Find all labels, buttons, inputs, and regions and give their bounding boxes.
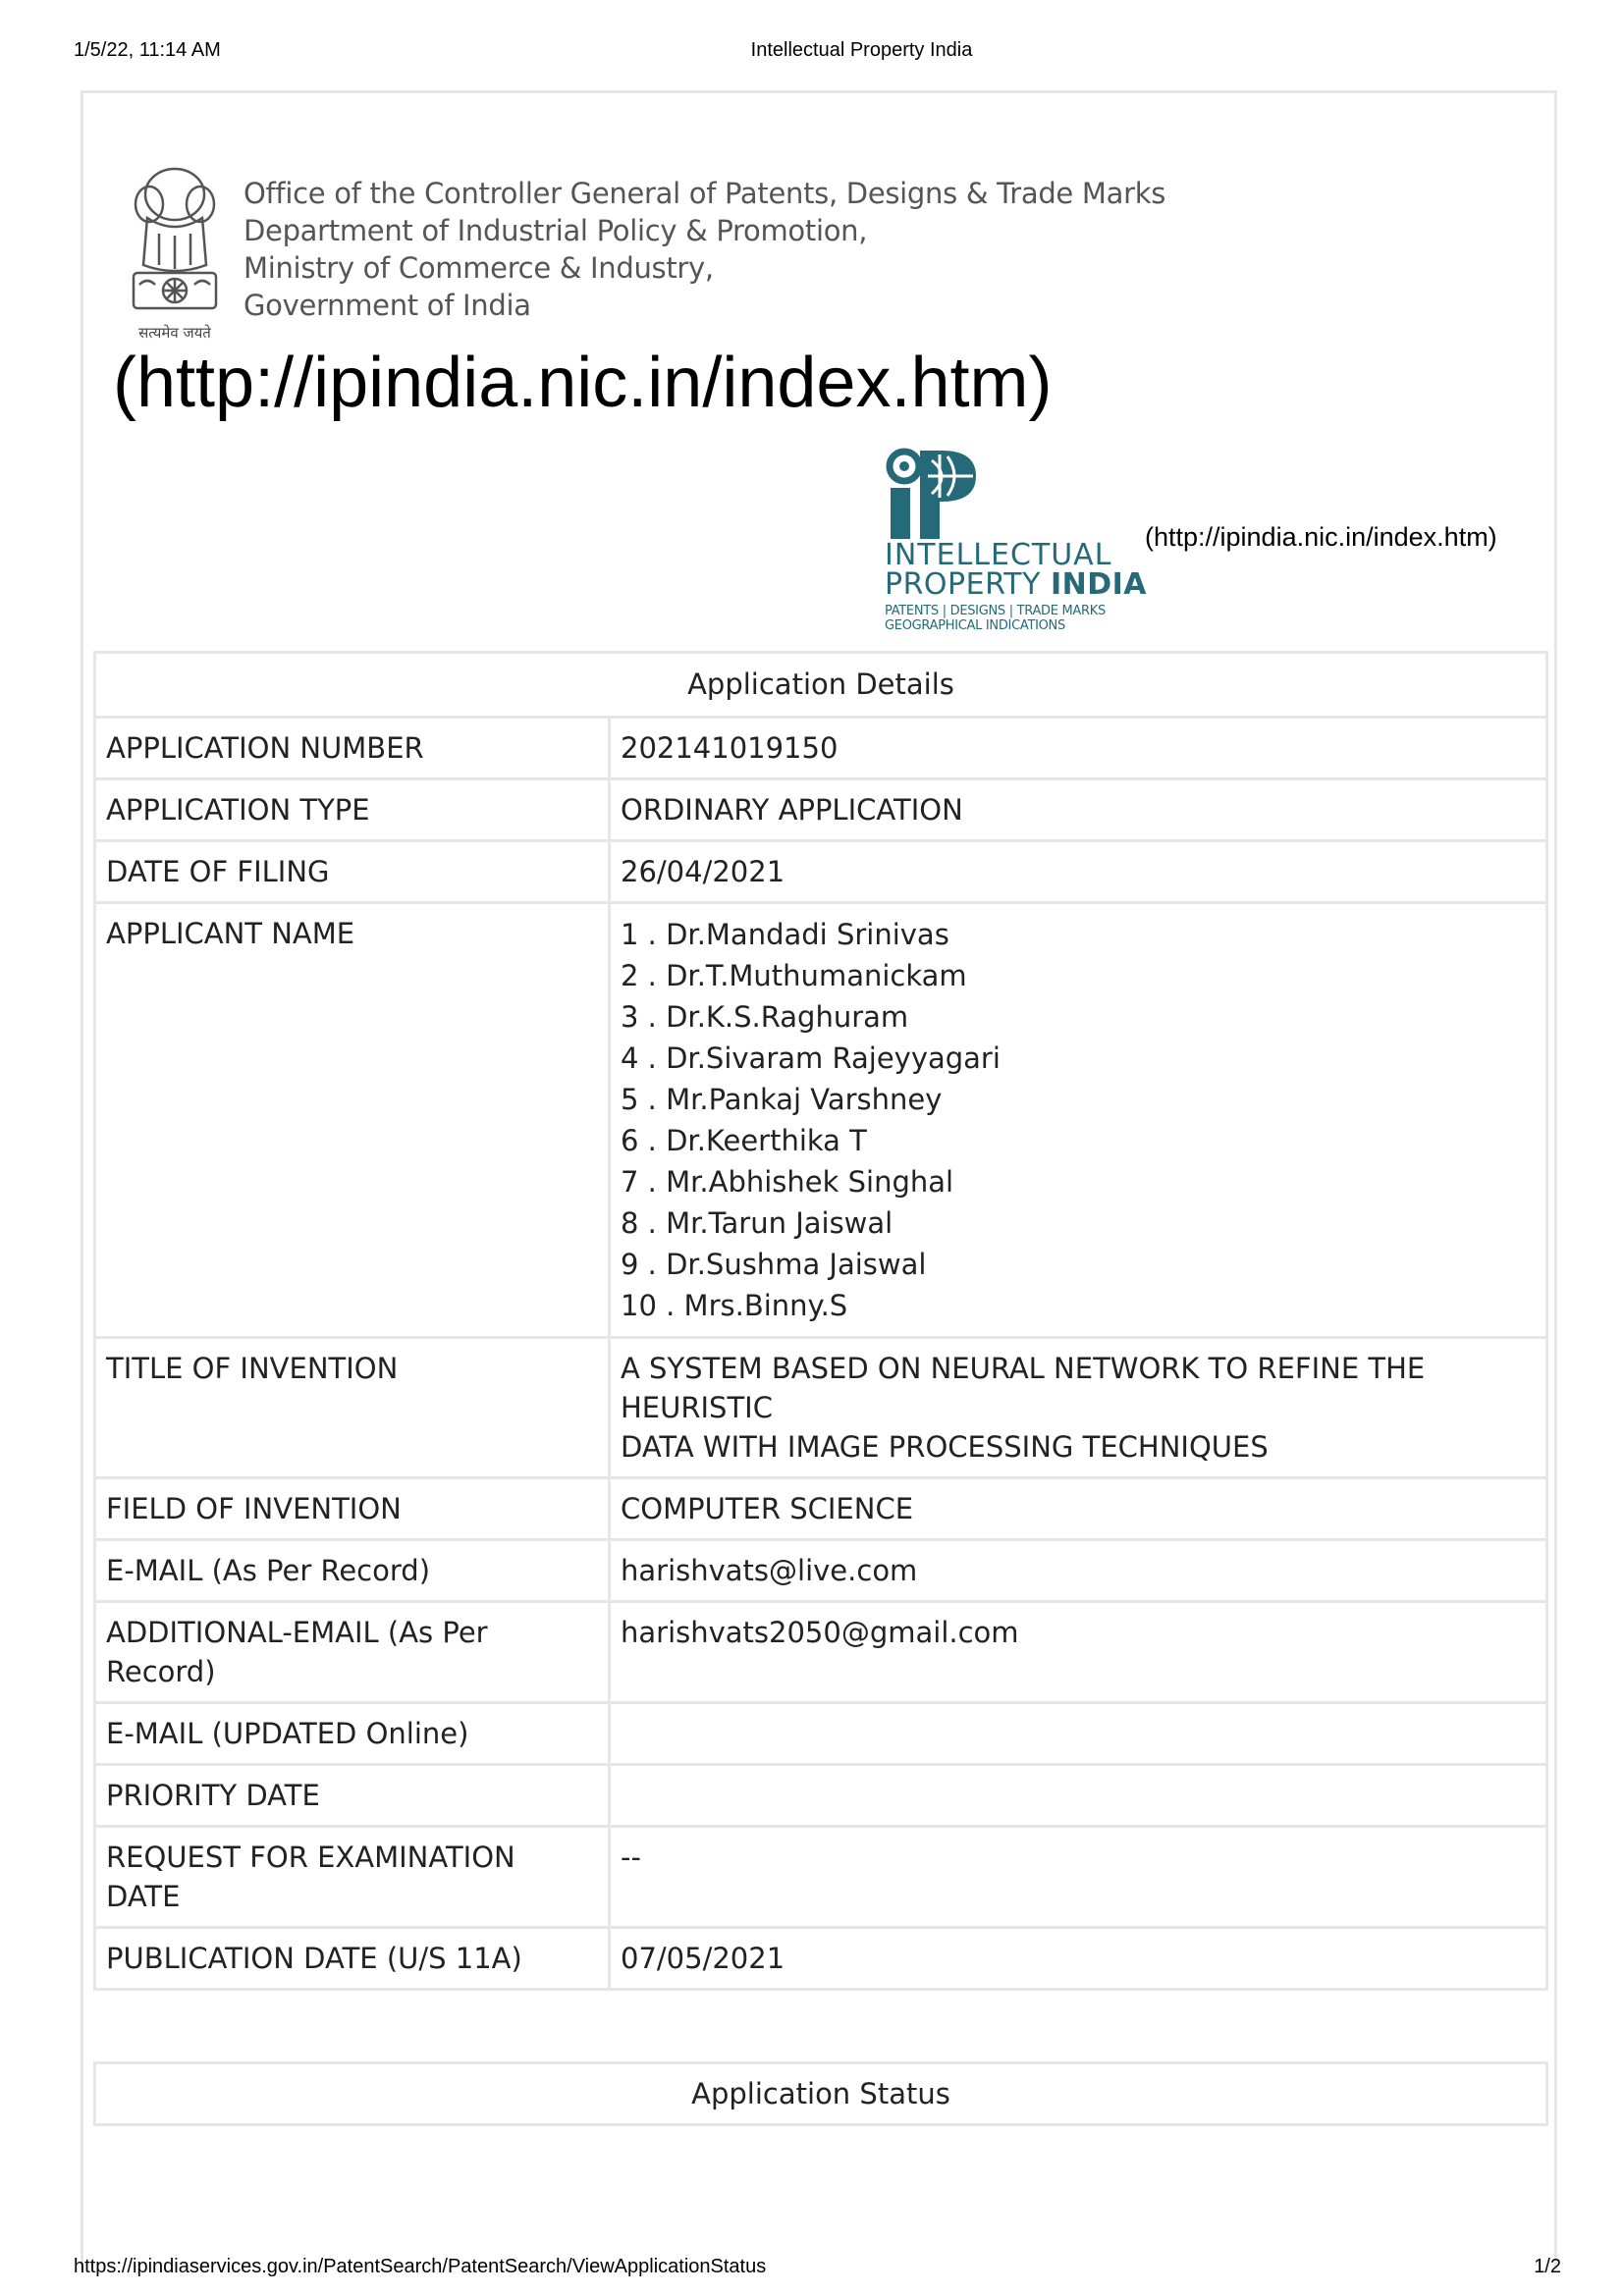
home-link[interactable]: (http://ipindia.nic.in/index.htm): [113, 344, 1053, 422]
row-label-title-of-invention: TITLE OF INVENTION: [96, 1339, 611, 1479]
row-value-publication-date: 07/05/2021: [621, 1942, 785, 1975]
table-row: [96, 904, 1545, 1339]
office-heading: [244, 175, 1165, 324]
applicant-name: 5 . Mr.Pankaj Varshney: [621, 1083, 943, 1116]
table-heading-row: [96, 654, 1545, 719]
office-line: Office of the Controller General of Patents, Designs & Trade Marks: [244, 177, 1166, 210]
row-value-title-of-invention: [611, 1339, 1545, 1479]
table-row: [96, 1339, 1545, 1479]
print-header: [74, 39, 1561, 69]
logo-text-line-2: [885, 567, 1147, 602]
table-row: [96, 719, 1545, 780]
row-label-application-number: APPLICATION NUMBER: [96, 719, 611, 780]
logo-text-line-1: INTELLECTUAL: [885, 538, 1112, 572]
print-page-number: 1/2: [1534, 2256, 1561, 2277]
applicant-name: 6 . Dr.Keerthika T: [621, 1124, 867, 1157]
row-label-field-of-invention: FIELD OF INVENTION: [96, 1479, 611, 1541]
office-line: Government of India: [244, 289, 531, 322]
ip-india-logo[interactable]: [879, 447, 1148, 643]
row-value-priority-date: [611, 1766, 1545, 1828]
office-line: Ministry of Commerce & Industry,: [244, 251, 714, 285]
applicant-name: 3 . Dr.K.S.Raghuram: [621, 1000, 909, 1034]
title-line: DATA WITH IMAGE PROCESSING TECHNIQUES: [621, 1430, 1269, 1464]
logo-home-link[interactable]: (http://ipindia.nic.in/index.htm): [1145, 522, 1497, 552]
print-datetime: 1/5/22, 11:14 AM: [74, 39, 221, 61]
application-details-table: [93, 651, 1548, 1991]
table-row: [96, 1828, 1545, 1929]
row-label-publication-date: PUBLICATION DATE (U/S 11A): [96, 1929, 611, 1988]
table-row: [96, 842, 1545, 904]
title-line: A SYSTEM BASED ON NEURAL NETWORK TO REFINE THE HEURISTIC: [621, 1352, 1426, 1424]
table-row: [96, 1603, 1545, 1704]
national-emblem-icon: [120, 157, 230, 344]
row-value-application-type: ORDINARY APPLICATION: [611, 780, 1545, 842]
print-footer: [74, 2256, 1561, 2285]
row-label-application-type: APPLICATION TYPE: [96, 780, 611, 842]
table-row: [96, 1541, 1545, 1603]
row-value-applicant-names: [611, 904, 1545, 1339]
row-value-application-number: 202141019150: [611, 719, 1545, 780]
office-line: Department of Industrial Policy & Promotion,: [244, 214, 868, 247]
row-value-date-of-filing: 26/04/2021: [611, 842, 1545, 904]
applicant-name: 2 . Dr.T.Muthumanickam: [621, 959, 967, 992]
row-label-priority-date: PRIORITY DATE: [96, 1766, 611, 1828]
emblem-caption: सत्यमेव जयते: [138, 324, 211, 342]
table-row: [96, 1929, 1545, 1988]
applicant-name: 10 . Mrs.Binny.S: [621, 1289, 848, 1322]
row-label-request-for-examination-date: REQUEST FOR EXAMINATION DATE: [96, 1828, 611, 1929]
row-label-additional-email: ADDITIONAL-EMAIL (As Per Record): [96, 1603, 611, 1704]
logo-text-line-4: GEOGRAPHICAL INDICATIONS: [885, 618, 1065, 633]
row-value-additional-email: harishvats2050@gmail.com: [611, 1603, 1545, 1704]
row-label-email-updated: E-MAIL (UPDATED Online): [96, 1704, 611, 1766]
row-label-applicant-name: APPLICANT NAME: [96, 904, 611, 1339]
table-row: [96, 1704, 1545, 1766]
logo-text-line-3: PATENTS | DESIGNS | TRADE MARKS: [885, 604, 1106, 618]
row-value-field-of-invention: COMPUTER SCIENCE: [611, 1479, 1545, 1541]
ip-india-logo-mark-icon: [883, 447, 1001, 540]
applicant-name: 1 . Dr.Mandadi Srinivas: [621, 918, 949, 951]
table-row: [96, 780, 1545, 842]
row-label-date-of-filing: DATE OF FILING: [96, 842, 611, 904]
print-page-title: Intellectual Property India: [750, 39, 973, 61]
row-label-email: E-MAIL (As Per Record): [96, 1541, 611, 1603]
applicant-name: 7 . Mr.Abhishek Singhal: [621, 1165, 954, 1199]
logo-text-property: PROPERTY: [885, 567, 1051, 602]
row-value-email: harishvats@live.com: [611, 1541, 1545, 1603]
logo-text-india: INDIA: [1050, 567, 1148, 602]
table-row: [96, 1479, 1545, 1541]
applicant-name: 8 . Mr.Tarun Jaiswal: [621, 1206, 893, 1240]
print-url: https://ipindiaservices.gov.in/PatentSearch/PatentSearch/ViewApplicationStatus: [74, 2256, 767, 2277]
row-value-email-updated: [611, 1704, 1545, 1766]
application-status-heading: Application Status: [93, 2061, 1548, 2126]
table-row: [96, 1766, 1545, 1828]
applicant-name: 9 . Dr.Sushma Jaiswal: [621, 1248, 927, 1281]
row-value-request-for-examination-date: --: [611, 1828, 1545, 1929]
applicant-name: 4 . Dr.Sivaram Rajeyyagari: [621, 1041, 1001, 1075]
application-details-heading: Application Details: [96, 654, 1545, 719]
